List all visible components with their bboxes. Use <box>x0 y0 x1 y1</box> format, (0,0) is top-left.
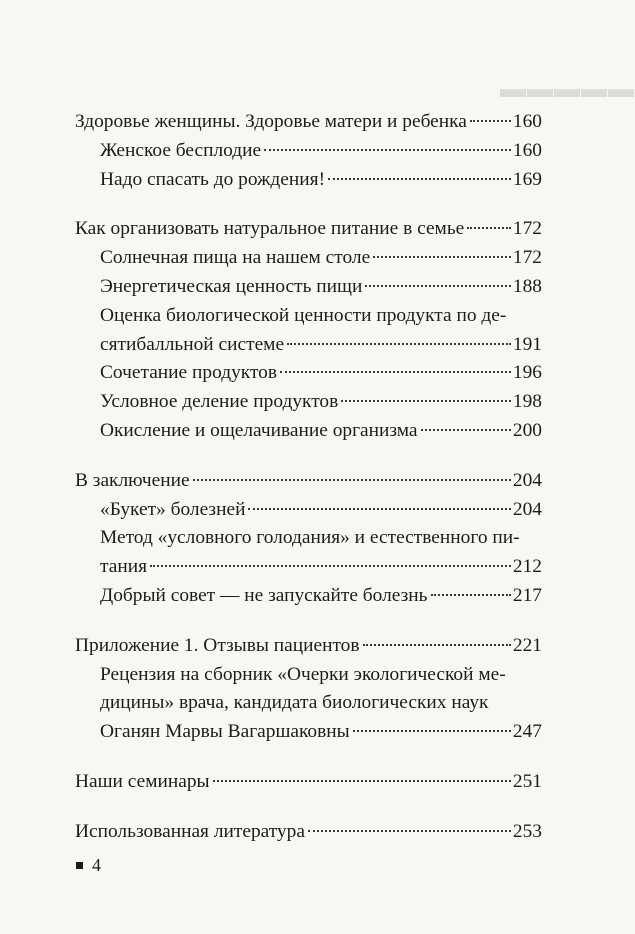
toc-page-number: 196 <box>512 362 542 384</box>
toc-entry-label: Надо спасать до рождения! <box>100 168 326 190</box>
dot-leader <box>467 227 511 229</box>
toc-subentry[interactable] <box>75 359 542 388</box>
toc-section <box>75 632 542 747</box>
toc-entry[interactable] <box>75 108 542 137</box>
toc-entry-label: Здоровье женщины. Здоровье матери и ребенка <box>75 111 467 132</box>
dot-leader <box>363 644 511 646</box>
toc-page-number: 212 <box>512 556 542 578</box>
toc-entry-label: сятибалльной системе <box>100 333 285 355</box>
toc-entry-label: Окисление и ощелачивание организма <box>100 419 418 441</box>
toc-entry-label: Сочетание продуктов <box>100 362 278 384</box>
toc-section <box>75 768 542 797</box>
dot-leader <box>431 594 511 596</box>
toc-subentry[interactable] <box>75 417 542 446</box>
toc-subentry[interactable] <box>75 166 542 195</box>
dot-leader <box>308 830 511 832</box>
table-of-contents <box>75 108 542 868</box>
toc-entry-label: Использованная литература <box>75 820 305 842</box>
toc-entry[interactable] <box>75 215 542 244</box>
toc-entry-label-line: Оценка биологической ценности продукта по де- <box>100 304 507 326</box>
toc-subentry[interactable] <box>75 718 542 747</box>
toc-entry[interactable] <box>75 818 542 847</box>
toc-entry[interactable] <box>75 768 542 797</box>
toc-page-number: 204 <box>512 469 542 491</box>
toc-page-number: 198 <box>512 391 542 413</box>
dot-leader <box>264 149 511 151</box>
toc-page-number: 191 <box>512 333 542 355</box>
dot-leader <box>328 178 511 180</box>
dot-leader <box>373 256 511 258</box>
toc-entry-label: тания <box>100 556 147 578</box>
toc-page-number: 160 <box>512 111 542 132</box>
dot-leader <box>287 343 511 345</box>
toc-page-number: 188 <box>512 275 542 297</box>
toc-section <box>75 108 542 194</box>
toc-entry-label: Приложение 1. Отзывы пациентов <box>75 634 360 656</box>
dot-leader <box>365 285 511 287</box>
toc-section <box>75 467 542 611</box>
toc-entry-label: Добрый совет — не запускайте болезнь <box>100 584 428 606</box>
toc-entry-label: Условное деление продуктов <box>100 391 339 413</box>
toc-page-number: 251 <box>512 770 542 792</box>
toc-entry-label: Наши семинары <box>75 770 210 792</box>
toc-page-number: 172 <box>512 218 542 240</box>
toc-section <box>75 818 542 847</box>
dot-leader <box>280 371 511 373</box>
toc-entry-label: Как организовать натуральное питание в семье <box>75 218 465 240</box>
dot-leader <box>150 565 511 567</box>
toc-subentry[interactable] <box>75 582 542 611</box>
toc-entry-label: Энергетическая ценность пищи <box>100 275 363 297</box>
dot-leader <box>470 120 511 122</box>
toc-subentry[interactable] <box>75 388 542 417</box>
toc-page-number: 204 <box>512 498 542 520</box>
toc-entry-label: В заключение <box>75 469 190 491</box>
dot-leader <box>341 400 511 402</box>
toc-page-number: 253 <box>512 820 542 842</box>
toc-subentry[interactable] <box>75 137 542 166</box>
toc-entry[interactable] <box>75 467 542 496</box>
dot-leader <box>421 429 511 431</box>
square-bullet-icon <box>76 862 83 869</box>
toc-page-number: 172 <box>512 247 542 269</box>
toc-subentry[interactable] <box>75 496 542 525</box>
toc-page-number: 169 <box>512 168 542 190</box>
page-footer <box>76 855 101 876</box>
toc-page-number: 200 <box>512 419 542 441</box>
toc-entry-label: Оганян Марвы Вагаршаковны <box>100 721 350 743</box>
dot-leader <box>248 508 510 510</box>
toc-entry-label: Женское бесплодие <box>100 139 262 161</box>
toc-page-number: 160 <box>512 139 542 161</box>
toc-page-number: 217 <box>512 584 542 606</box>
bleed-through-shadow: ▬▬▬▬▬ <box>500 74 635 103</box>
toc-subentry[interactable] <box>75 331 542 360</box>
toc-section <box>75 215 542 445</box>
toc-page-number: 221 <box>512 634 542 656</box>
toc-entry[interactable] <box>75 632 542 661</box>
toc-entry-label: Солнечная пища на нашем столе <box>100 247 371 269</box>
toc-subentry[interactable] <box>75 273 542 302</box>
toc-subentry[interactable] <box>75 553 542 582</box>
toc-subentry[interactable] <box>75 244 542 273</box>
dot-leader <box>193 479 511 481</box>
toc-entry-label-line: дицины» врача, кандидата биологических наук <box>100 692 489 714</box>
toc-entry-label-line: Метод «условного голодания» и естественного пи- <box>100 527 520 549</box>
page-number: 4 <box>92 855 101 875</box>
toc-page-number: 247 <box>512 721 542 743</box>
toc-entry-label-line: Рецензия на сборник «Очерки экологической ме- <box>100 663 506 685</box>
dot-leader <box>213 780 511 782</box>
dot-leader <box>353 730 511 732</box>
toc-entry-label: «Букет» болезней <box>100 498 246 520</box>
